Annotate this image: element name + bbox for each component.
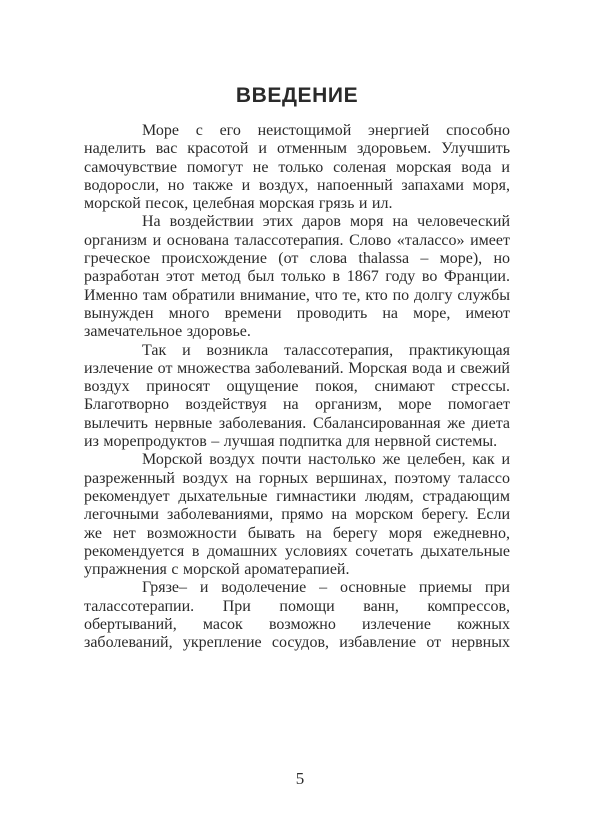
paragraph: Грязе– и водолечение – основные приемы при талассотерапии. При помощи ванн, компрессов, обертываний, масок возможно излечение кожных заболеваний, укрепление сосудов, избавление от нервных xyxy=(84,579,510,652)
page-number: 5 xyxy=(295,769,305,788)
chapter-title: ВВЕДЕНИЕ xyxy=(235,84,359,107)
paragraph: Море с его неистощимой энергией способно наделить вас красотой и отменным здоровьем. Улучшить самочувствие помогут не только соленая морская вода и водоросли, но также и воздух, напоенный запахами моря, морской песок, целебная морская грязь и ил. xyxy=(84,122,510,213)
body-text xyxy=(84,122,510,653)
paragraph: Так и возникла талассотерапия, практикующая излечение от множества заболеваний. Морская вода и свежий воздух приносят ощущение покоя, снимают стрессы. Благотворно воздействуя на организм, море помогает вылечить нервные заболевания. Сбалансированная же диета из морепродуктов – лучшая подпитка для нервной системы. xyxy=(84,341,510,451)
book-page xyxy=(0,84,600,834)
paragraph: На воздействии этих даров моря на человеческий организм и основана талассотерапия. Слово «талассо» имеет греческое происхождение (от слова thalassa – море), но разработан этот метод был только в 1867 году во Франции. Именно там обратили внимание, что те, кто по долгу службы вынужден много времени проводить на море, имеют замечательное здоровье. xyxy=(84,213,510,341)
paragraph: Морской воздух почти настолько же целебен, как и разреженный воздух на горных вершинах, поэтому талассо рекомендует дыхательные гимнастики людям, страдающим легочными заболеваниями, прямо на морском берегу. Если же нет возможности бывать на берегу моря ежедневно, рекомендуется в домашних условиях сочетать дыхательные упражнения с морской ароматерапией. xyxy=(84,451,510,579)
